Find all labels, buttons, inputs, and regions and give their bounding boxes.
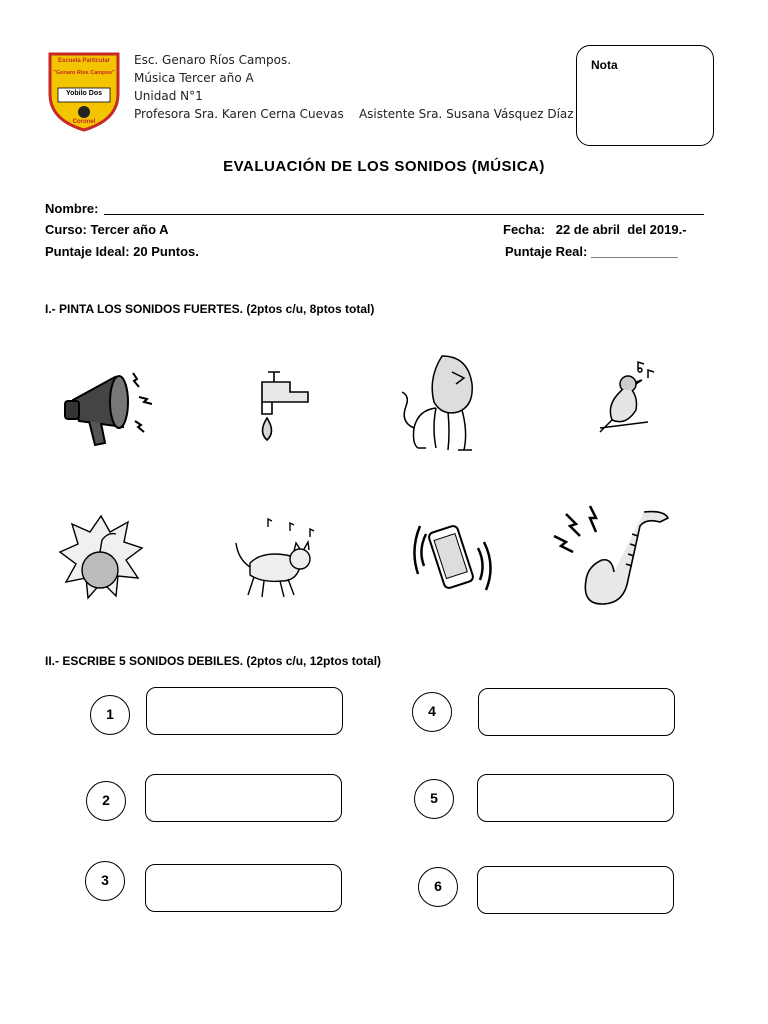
answer-box-4[interactable] (478, 688, 675, 736)
exploding-bomb-icon[interactable] (58, 512, 144, 604)
answer-box-3[interactable] (145, 864, 342, 912)
page-title: EVALUACIÓN DE LOS SONIDOS (MÚSICA) (223, 158, 545, 175)
number-circle-4: 4 (412, 692, 452, 732)
answer-box-2[interactable] (145, 774, 342, 822)
answer-box-6[interactable] (477, 866, 674, 914)
saxophone-icon[interactable] (552, 500, 674, 612)
number-circle-2: 2 (86, 781, 126, 821)
megaphone-icon[interactable] (55, 355, 160, 460)
dripping-faucet-icon[interactable] (238, 362, 318, 446)
ringing-phone-icon[interactable] (412, 516, 494, 600)
header-subject: Música Tercer año A (134, 71, 254, 85)
answer-box-5[interactable] (477, 774, 674, 822)
walking-cat-icon[interactable] (228, 515, 320, 605)
school-logo (48, 50, 120, 132)
logo-text-1: Escuela Particular (57, 58, 111, 64)
answer-box-1[interactable] (146, 687, 343, 735)
logo-text-2: "Genaro Rios Campos" (53, 70, 115, 76)
name-label: Nombre: (45, 201, 103, 216)
singing-bird-icon[interactable] (592, 360, 662, 445)
section1-heading: I.- PINTA LOS SONIDOS FUERTES. (2ptos c/u, 8ptos total) (45, 302, 375, 316)
name-line[interactable] (104, 214, 704, 215)
header-school: Esc. Genaro Ríos Campos. (134, 53, 292, 67)
grade-label: Nota (591, 58, 618, 72)
number-circle-1: 1 (90, 695, 130, 735)
number-circle-3: 3 (85, 861, 125, 901)
date-label: Fecha: 22 de abril del 2019.- (503, 222, 687, 237)
header-teachers: Profesora Sra. Karen Cerna Cuevas Asistente Sra. Susana Vásquez Díaz (134, 107, 574, 121)
course-label: Curso: Tercer año A (45, 222, 169, 237)
grade-box[interactable] (576, 45, 714, 146)
logo-text-4: Coronel (72, 119, 96, 125)
logo-text-3: Yobilo Dos (65, 90, 103, 97)
ideal-score-label: Puntaje Ideal: 20 Puntos. (45, 244, 199, 259)
number-circle-5: 5 (414, 779, 454, 819)
number-circle-6: 6 (418, 867, 458, 907)
roaring-lion-icon[interactable] (392, 348, 484, 460)
section2-heading: II.- ESCRIBE 5 SONIDOS DEBILES. (2ptos c/u, 12ptos total) (45, 654, 382, 668)
header-unit: Unidad N°1 (134, 89, 203, 103)
real-score-label: Puntaje Real: ____________ (505, 244, 678, 259)
